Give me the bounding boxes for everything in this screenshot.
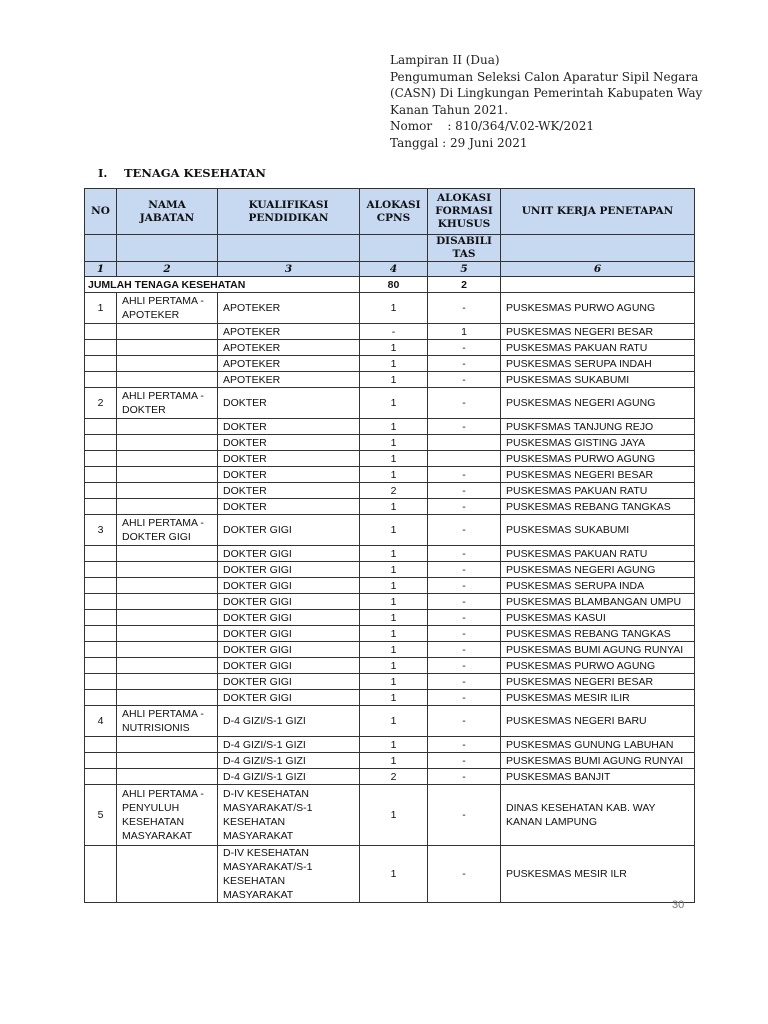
row-no: 3 [85,515,117,546]
header-alokasi-cpns: ALOKASI CPNS [360,189,428,235]
row-unit-kerja: DINAS KESEHATAN KAB. WAY KANAN LAMPUNG [501,785,695,846]
row-disabilitas: - [428,499,501,515]
table-row [85,753,695,769]
row-disabilitas: - [428,578,501,594]
row-disabilitas: - [428,674,501,690]
row-no [85,483,117,499]
row-cpns: 1 [360,451,428,467]
row-no [85,846,117,903]
row-cpns: 1 [360,372,428,388]
row-jabatan [117,769,218,785]
row-jabatan: AHLI PERTAMA - NUTRISIONIS [117,706,218,737]
row-no [85,690,117,706]
row-cpns: 1 [360,642,428,658]
column-number-row [85,262,695,277]
column-number: 5 [428,262,501,277]
table-row [85,846,695,903]
total-disabilitas: 2 [428,277,501,293]
row-disabilitas: - [428,515,501,546]
table-row [85,340,695,356]
row-kualifikasi: APOTEKER [218,372,360,388]
total-row [85,277,695,293]
row-cpns: 1 [360,546,428,562]
column-number: 4 [360,262,428,277]
row-cpns: 1 [360,737,428,753]
row-cpns: 1 [360,658,428,674]
table-header-row [85,189,695,235]
document-header [390,52,730,152]
row-unit-kerja: PUSKESMAS NEGERI BESAR [501,324,695,340]
row-no [85,340,117,356]
header-nama-jabatan: NAMA JABATAN [117,189,218,235]
table-row [85,626,695,642]
row-kualifikasi: D-4 GIZI/S-1 GIZI [218,737,360,753]
row-kualifikasi: DOKTER [218,435,360,451]
row-disabilitas: - [428,356,501,372]
table-row [85,372,695,388]
row-no [85,467,117,483]
header-line: (CASN) Di Lingkungan Pemerintah Kabupaten Way [390,86,703,101]
allocation-table [84,188,695,903]
header-line: Tanggal : 29 Juni 2021 [390,135,528,150]
row-unit-kerja: PUSKESMAS BANJIT [501,769,695,785]
row-unit-kerja: PUSKESMAS NEGERI BARU [501,706,695,737]
row-kualifikasi: D-4 GIZI/S-1 GIZI [218,753,360,769]
row-unit-kerja: PUSKESMAS REBANG TANGKAS [501,499,695,515]
row-unit-kerja: PUSKESMAS SERUPA INDAH [501,356,695,372]
table-row [85,737,695,753]
row-unit-kerja: PUSKESMAS PAKUAN RATU [501,483,695,499]
row-disabilitas: - [428,706,501,737]
header-line: Lampiran II (Dua) [390,53,500,67]
row-cpns: 1 [360,690,428,706]
row-disabilitas: - [428,610,501,626]
row-jabatan [117,419,218,435]
table-row [85,706,695,737]
row-no [85,562,117,578]
row-cpns: 1 [360,340,428,356]
row-disabilitas: - [428,419,501,435]
total-cpns: 80 [360,277,428,293]
row-cpns: 1 [360,594,428,610]
row-no: 2 [85,388,117,419]
row-cpns: 1 [360,356,428,372]
row-kualifikasi: D-IV KESEHATAN MASYARAKAT/S-1 KESEHATAN MASYARAKAT [218,785,360,846]
row-kualifikasi: DOKTER [218,467,360,483]
row-no [85,753,117,769]
row-jabatan [117,737,218,753]
table-row [85,419,695,435]
row-cpns: 1 [360,706,428,737]
row-jabatan [117,467,218,483]
row-kualifikasi: DOKTER [218,388,360,419]
row-unit-kerja: PUSKESMAS NEGERI BESAR [501,674,695,690]
row-disabilitas: - [428,546,501,562]
row-cpns: 1 [360,293,428,324]
row-disabilitas: - [428,753,501,769]
table-row [85,515,695,546]
row-jabatan [117,451,218,467]
row-disabilitas [428,451,501,467]
row-unit-kerja: PUSKESMAS PAKUAN RATU [501,340,695,356]
section-number: I. [98,166,108,180]
row-disabilitas: - [428,483,501,499]
row-no [85,658,117,674]
row-jabatan [117,499,218,515]
row-unit-kerja: PUSKESMAS GUNUNG LABUHAN [501,737,695,753]
header-line: Pengumuman Seleksi Calon Aparatur Sipil Negara [390,69,699,84]
section-title [98,166,266,180]
table-row [85,499,695,515]
row-unit-kerja: PUSKESMAS MESIR ILR [501,846,695,903]
row-jabatan [117,435,218,451]
table-row [85,658,695,674]
column-number: 2 [117,262,218,277]
page-number: 30 [672,899,685,911]
row-kualifikasi: APOTEKER [218,356,360,372]
section-title-text: TENAGA KESEHATAN [124,166,266,180]
row-jabatan [117,562,218,578]
table-subheader-row [85,235,695,262]
row-unit-kerja: PUSKESMAS BLAMBANGAN UMPU [501,594,695,610]
row-unit-kerja: PUSKESMAS PURWO AGUNG [501,451,695,467]
header-alokasi-formasi: ALOKASI FORMASI KHUSUS [428,189,501,235]
row-kualifikasi: DOKTER GIGI [218,546,360,562]
table-row [85,546,695,562]
row-disabilitas: - [428,769,501,785]
row-kualifikasi: D-4 GIZI/S-1 GIZI [218,769,360,785]
table-row [85,610,695,626]
column-number: 3 [218,262,360,277]
row-cpns: 1 [360,562,428,578]
row-disabilitas [428,435,501,451]
row-no [85,451,117,467]
table-row [85,594,695,610]
row-disabilitas: - [428,642,501,658]
row-disabilitas: - [428,785,501,846]
row-kualifikasi: DOKTER [218,451,360,467]
row-jabatan [117,690,218,706]
row-no [85,594,117,610]
row-cpns: - [360,324,428,340]
row-no [85,435,117,451]
row-unit-kerja: PUSKESMAS REBANG TANGKAS [501,626,695,642]
row-no [85,356,117,372]
row-kualifikasi: DOKTER GIGI [218,642,360,658]
row-cpns: 1 [360,435,428,451]
row-no [85,769,117,785]
row-jabatan [117,594,218,610]
row-jabatan [117,658,218,674]
row-kualifikasi: DOKTER GIGI [218,626,360,642]
row-cpns: 2 [360,483,428,499]
row-jabatan [117,642,218,658]
row-kualifikasi: DOKTER [218,483,360,499]
header-line: Nomor : 810/364/V.02-WK/2021 [390,119,595,134]
row-disabilitas: - [428,594,501,610]
table-row [85,324,695,340]
row-unit-kerja: PUSKESMAS MESIR ILIR [501,690,695,706]
row-kualifikasi: DOKTER GIGI [218,690,360,706]
row-unit-kerja: PUSKESMAS BUMI AGUNG RUNYAI [501,642,695,658]
header-kualifikasi: KUALIFIKASI PENDIDIKAN [218,189,360,235]
row-cpns: 1 [360,467,428,483]
row-cpns: 1 [360,785,428,846]
row-kualifikasi: DOKTER GIGI [218,578,360,594]
row-no: 4 [85,706,117,737]
row-cpns: 2 [360,769,428,785]
row-disabilitas: - [428,846,501,903]
row-cpns: 1 [360,388,428,419]
row-cpns: 1 [360,846,428,903]
row-jabatan: AHLI PERTAMA - DOKTER [117,388,218,419]
row-unit-kerja: PUSKFSMAS TANJUNG REJO [501,419,695,435]
header-unit-kerja: UNIT KERJA PENETAPAN [501,189,695,235]
row-disabilitas: - [428,658,501,674]
row-jabatan [117,324,218,340]
row-no [85,546,117,562]
row-kualifikasi: DOKTER GIGI [218,515,360,546]
table-row [85,356,695,372]
table-row [85,562,695,578]
table-row [85,293,695,324]
row-cpns: 1 [360,578,428,594]
row-unit-kerja: PUSKESMAS BUMI AGUNG RUNYAI [501,753,695,769]
row-no [85,642,117,658]
row-jabatan [117,846,218,903]
row-unit-kerja: PUSKESMAS NEGERI AGUNG [501,562,695,578]
row-kualifikasi: APOTEKER [218,340,360,356]
row-unit-kerja: PUSKESMAS PURWO AGUNG [501,658,695,674]
row-kualifikasi: D-4 GIZI/S-1 GIZI [218,706,360,737]
row-unit-kerja: PUSKESMAS PAKUAN RATU [501,546,695,562]
row-unit-kerja: PUSKESMAS SERUPA INDA [501,578,695,594]
row-kualifikasi: DOKTER [218,419,360,435]
table-row [85,674,695,690]
row-jabatan: AHLI PERTAMA - PENYULUH KESEHATAN MASYARAKAT [117,785,218,846]
row-kualifikasi: APOTEKER [218,324,360,340]
row-jabatan [117,356,218,372]
row-disabilitas: - [428,562,501,578]
column-number: 1 [85,262,117,277]
row-jabatan [117,483,218,499]
row-jabatan [117,674,218,690]
table-row [85,483,695,499]
row-unit-kerja: PUSKESMAS KASUI [501,610,695,626]
row-jabatan: AHLI PERTAMA - APOTEKER [117,293,218,324]
row-kualifikasi: DOKTER GIGI [218,658,360,674]
row-cpns: 1 [360,674,428,690]
row-disabilitas: - [428,388,501,419]
row-unit-kerja: PUSKESMAS SUKABUMI [501,515,695,546]
row-kualifikasi: DOKTER GIGI [218,674,360,690]
row-disabilitas: - [428,737,501,753]
row-kualifikasi: APOTEKER [218,293,360,324]
row-jabatan [117,340,218,356]
row-disabilitas: - [428,293,501,324]
row-no [85,499,117,515]
row-kualifikasi: DOKTER GIGI [218,594,360,610]
row-jabatan [117,578,218,594]
header-no: NO [85,189,117,235]
row-kualifikasi: DOKTER GIGI [218,610,360,626]
column-number: 6 [501,262,695,277]
row-disabilitas: - [428,690,501,706]
row-kualifikasi: DOKTER GIGI [218,562,360,578]
row-no: 1 [85,293,117,324]
row-cpns: 1 [360,419,428,435]
row-jabatan [117,626,218,642]
row-no [85,737,117,753]
table-row [85,690,695,706]
row-no [85,324,117,340]
row-jabatan [117,546,218,562]
table-row [85,467,695,483]
row-no [85,372,117,388]
table-row [85,785,695,846]
table-row [85,451,695,467]
row-cpns: 1 [360,753,428,769]
row-disabilitas: - [428,467,501,483]
row-cpns: 1 [360,610,428,626]
row-no [85,610,117,626]
header-line: Kanan Tahun 2021. [390,102,509,117]
table-row [85,642,695,658]
row-unit-kerja: PUSKESMAS GISTING JAYA [501,435,695,451]
row-kualifikasi: DOKTER [218,499,360,515]
row-disabilitas: 1 [428,324,501,340]
row-unit-kerja: PUSKESMAS SUKABUMI [501,372,695,388]
row-unit-kerja: PUSKESMAS PURWO AGUNG [501,293,695,324]
total-label: JUMLAH TENAGA KESEHATAN [85,277,360,293]
row-cpns: 1 [360,626,428,642]
row-disabilitas: - [428,340,501,356]
row-jabatan [117,372,218,388]
row-no [85,578,117,594]
row-unit-kerja: PUSKESMAS NEGERI BESAR [501,467,695,483]
row-jabatan [117,610,218,626]
row-no: 5 [85,785,117,846]
row-jabatan [117,753,218,769]
row-unit-kerja: PUSKESMAS NEGERI AGUNG [501,388,695,419]
table-row [85,578,695,594]
row-jabatan: AHLI PERTAMA - DOKTER GIGI [117,515,218,546]
table-row [85,769,695,785]
header-disabilitas: DISABILI TAS [428,235,501,262]
row-no [85,419,117,435]
row-cpns: 1 [360,515,428,546]
table-row [85,435,695,451]
row-no [85,626,117,642]
row-cpns: 1 [360,499,428,515]
row-disabilitas: - [428,626,501,642]
table-row [85,388,695,419]
row-no [85,674,117,690]
row-kualifikasi: D-IV KESEHATAN MASYARAKAT/S-1 KESEHATAN MASYARAKAT [218,846,360,903]
row-disabilitas: - [428,372,501,388]
